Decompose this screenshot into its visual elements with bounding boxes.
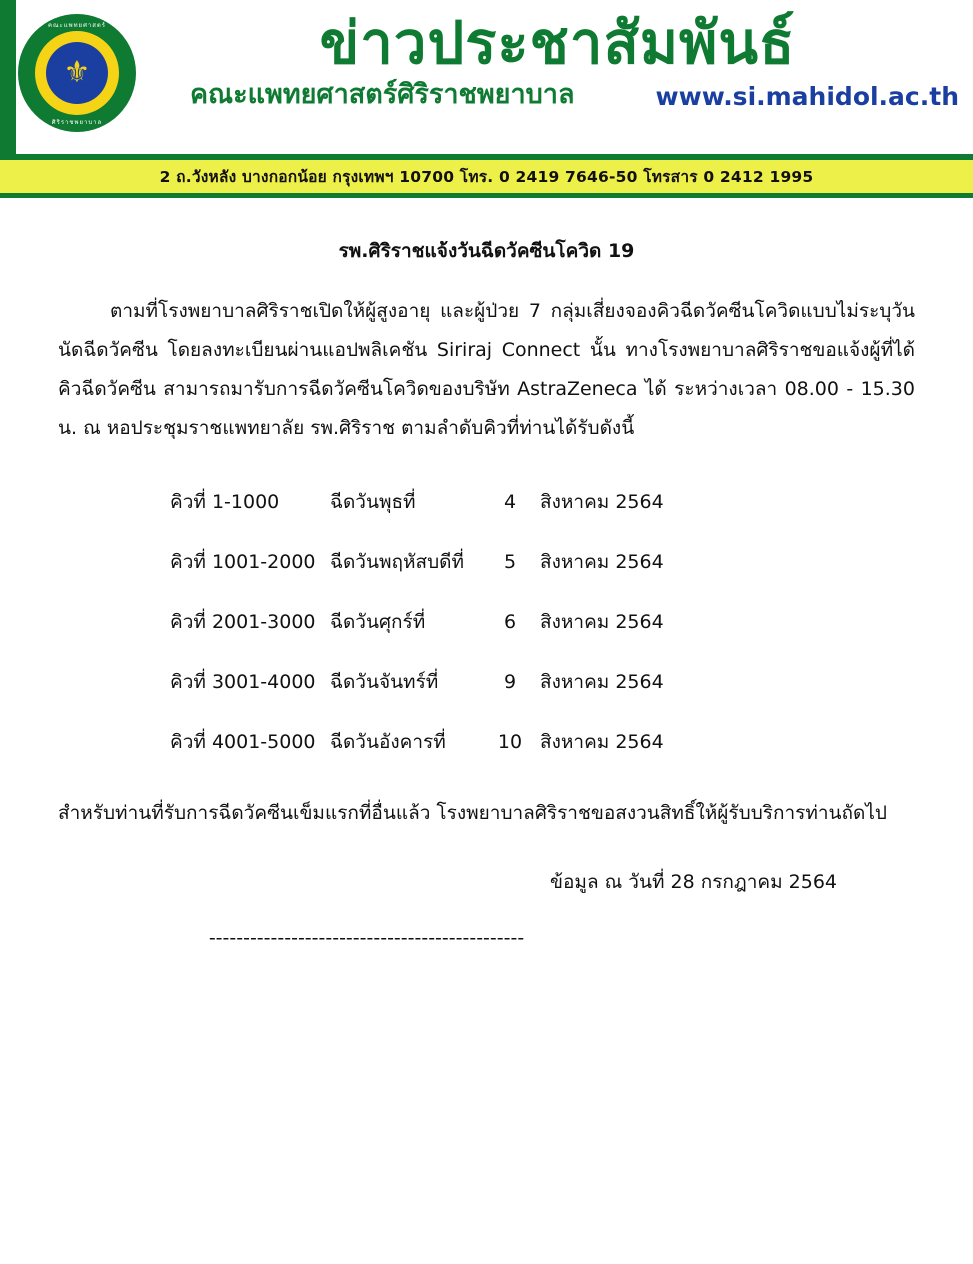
queue-range: คิวที่ 1-1000 — [170, 490, 280, 513]
queue-dayword: ฉีดวันอังคารที่ — [330, 730, 446, 753]
table-row — [170, 712, 740, 772]
table-row — [170, 532, 740, 592]
queue-daynum: 4 — [503, 490, 517, 513]
masthead-title: ข่าวประชาสัมพันธ์ — [319, 9, 796, 77]
page-title: รพ.ศิริราชแจ้งวันฉีดวัคซีนโควิด 19 — [338, 240, 635, 262]
masthead-subtitle: คณะแพทยศาสตร์ศิริราชพยาบาล — [190, 78, 575, 110]
data-date-line: ข้อมูล ณ วันที่ 28 กรกฎาคม 2564 — [550, 870, 837, 893]
logo-ring-bottom-text: ศิริราชพยาบาล — [51, 119, 103, 126]
page-header — [0, 0, 973, 160]
address-text: 2 ถ.วังหลัง บางกอกน้อย กรุงเทพฯ 10700 โทร. 0 2419 7646-50 โทรสาร 0 2412 1995 — [159, 168, 814, 186]
queue-month: สิงหาคม 2564 — [540, 610, 664, 633]
queue-dayword: ฉีดวันพฤหัสบดีที่ — [330, 550, 465, 573]
queue-range: คิวที่ 3001-4000 — [170, 670, 316, 693]
logo-emblem-icon: ⚜ — [46, 42, 108, 104]
queue-month: สิงหาคม 2564 — [540, 490, 664, 513]
queue-range: คิวที่ 2001-3000 — [170, 610, 316, 633]
table-row — [170, 652, 740, 712]
queue-daynum: 6 — [503, 610, 517, 633]
siriraj-logo — [18, 14, 136, 132]
address-bar — [0, 160, 973, 198]
queue-month: สิงหาคม 2564 — [540, 670, 664, 693]
paragraph-intro — [58, 292, 915, 448]
divider: ---------------------------------------------- — [208, 926, 525, 949]
table-row — [170, 592, 740, 652]
paragraph-intro-text: ตามที่โรงพยาบาลศิริราชเปิดให้ผู้สูงอายุ และผู้ป่วย 7 กลุ่มเสี่ยงจองคิวฉีดวัคซีนโควิดแบบไม่ระบุวันนัดฉีดวัคซีน โดยลงทะเบียนผ่านแอปพลิเคชัน Siriraj Connect นั้น ทางโรงพยาบาลศิริราชขอแจ้งผู้ที่ได้คิวฉีดวัคซีน สามารถมารับการฉีดวัคซีนโควิดของบริษัท AstraZeneca ได้ ระหว่างเวลา 08.00 - 15.30 น. ณ หอประชุมราชแพทยาลัย รพ.ศิริราช ตามลำดับคิวที่ท่านได้รับดังนี้ — [58, 300, 915, 439]
queue-dayword: ฉีดวันศุกร์ที่ — [330, 610, 426, 633]
logo-inner-ring — [33, 29, 121, 117]
queue-schedule-table — [170, 472, 740, 772]
document-body — [0, 236, 973, 949]
header-left-accent-bar — [0, 0, 16, 160]
queue-dayword: ฉีดวันพุธที่ — [330, 490, 416, 513]
table-row — [170, 472, 740, 532]
logo-ring-top-text: คณะแพทยศาสตร์ — [47, 22, 107, 29]
paragraph-note-text: สำหรับท่านที่รับการฉีดวัคซีนเข็มแรกที่อื่นแล้ว โรงพยาบาลศิริราชขอสงวนสิทธิ์ให้ผู้รับบริการท่านถัดไป — [58, 801, 887, 824]
queue-daynum: 10 — [497, 730, 523, 753]
queue-range: คิวที่ 1001-2000 — [170, 550, 316, 573]
header-title-group — [150, 10, 965, 111]
paragraph-note — [58, 794, 915, 833]
queue-range: คิวที่ 4001-5000 — [170, 730, 316, 753]
queue-daynum: 9 — [503, 670, 517, 693]
masthead-website-url[interactable]: www.si.mahidol.ac.th — [655, 82, 959, 112]
masthead-subtitle-row — [150, 79, 965, 111]
logo-outer-ring — [18, 14, 136, 132]
queue-daynum: 5 — [503, 550, 517, 573]
queue-dayword: ฉีดวันจันทร์ที่ — [330, 670, 439, 693]
queue-month: สิงหาคม 2564 — [540, 550, 664, 573]
queue-month: สิงหาคม 2564 — [540, 730, 664, 753]
